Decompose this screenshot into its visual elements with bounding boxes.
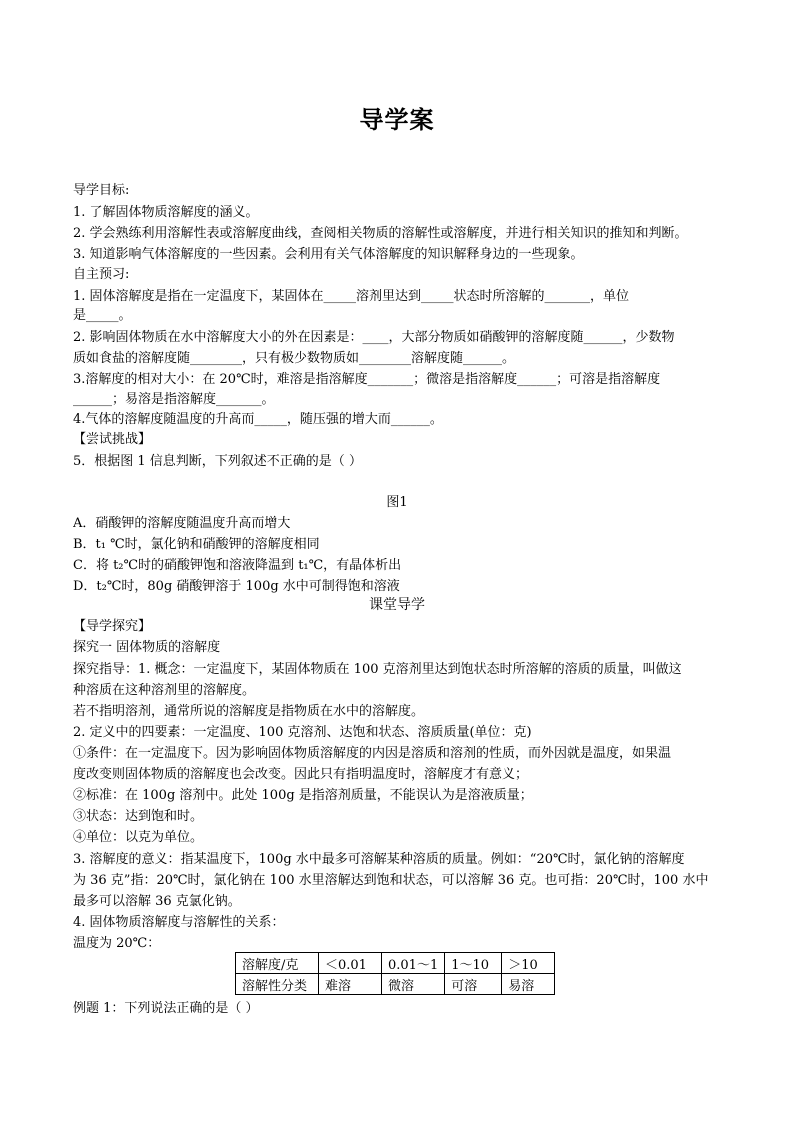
option-d: D．t₂℃时，80g 硝酸钾溶于 100g 水中可制得饱和溶液	[73, 579, 400, 594]
preview-line: ______；易溶是指溶解度_______。	[73, 392, 275, 407]
option-a: A．硝酸钾的溶解度随温度升高而增大	[73, 516, 291, 531]
preview-line: 是_____。	[73, 308, 132, 323]
table-cell: 微溶	[382, 974, 445, 995]
explore-line: 4. 固体物质溶解度与溶解性的关系：	[73, 915, 285, 930]
objective-item: 1. 了解固体物质溶解度的涵义。	[73, 205, 259, 220]
explore-line: 种溶质在这种溶剂里的溶解度。	[73, 683, 256, 698]
table-cell: 易溶	[502, 974, 555, 995]
challenge-question: 5．根据图 1 信息判断，下列叙述不正确的是（ ）	[73, 454, 362, 469]
objective-item: 3. 知道影响气体溶解度的一些因素。会利用有关气体溶解度的知识解释身边的一些现象。	[73, 247, 584, 262]
table-cell: 溶解度/克	[236, 953, 319, 974]
preview-line: 4.气体的溶解度随温度的升高而_____，随压强的增大而______。	[73, 412, 443, 427]
option-c: C．将 t₂℃时的硝酸钾饱和溶液降温到 t₁℃，有晶体析出	[73, 558, 402, 573]
explore-line: 最多可以溶解 36 克氯化钠。	[73, 894, 241, 909]
explore-line: 探究指导：1. 概念：一定温度下，某固体物质在 100 克溶剂里达到饱状态时所溶解的溶质的质量，叫做这	[73, 662, 682, 677]
preview-line: 3.溶解度的相对大小：在 20℃时，难溶是指溶解度_______；微溶是指溶解度______；可溶是指溶解度	[73, 372, 661, 387]
table-row	[236, 953, 555, 974]
preview-line: 1. 固体溶解度是指在一定温度下，某固体在_____溶剂里达到_____状态时所溶解的_______，单位	[73, 289, 630, 304]
explore-line: ①条件：在一定温度下。因为影响固体物质溶解度的内因是溶质和溶剂的性质，而外因就是温度，如果温	[73, 746, 672, 761]
explore-line: 度改变则固体物质的溶解度也会改变。因此只有指明温度时，溶解度才有意义；	[73, 767, 529, 782]
explore-line: 探究一 固体物质的溶解度	[73, 640, 221, 655]
example-question: 例题 1：下列说法正确的是（ ）	[73, 1001, 259, 1016]
explore-line: 2. 定义中的四要素：一定温度、100 克溶剂、达饱和状态、溶质质量(单位：克)	[73, 725, 532, 740]
solubility-table	[235, 952, 555, 995]
explore-line: 为 36 克”指：20℃时，氯化钠在 100 水里溶解达到饱和状态，可以溶解 36 克。也可指：20℃时，100 水中	[73, 873, 709, 888]
table-cell: 难溶	[319, 974, 382, 995]
explore-line: 若不指明溶剂，通常所说的溶解度是指物质在水中的溶解度。	[73, 704, 425, 719]
table-cell: ＜0.01	[319, 953, 382, 974]
challenge-heading: 【尝试挑战】	[73, 432, 152, 447]
preview-line: 2. 影响固体物质在水中溶解度大小的外在因素是：____，大部分物质如硝酸钾的溶解度随______，少数物	[73, 330, 675, 345]
table-cell: 1～10	[445, 953, 502, 974]
explore-line: 3. 溶解度的意义：指某温度下，100g 水中最多可溶解某种溶质的质量。例如：“20℃时，氯化钠的溶解度	[73, 852, 685, 867]
explore-line: 温度为 20℃：	[73, 936, 161, 951]
table-cell: ＞10	[502, 953, 555, 974]
preview-line: 质如食盐的溶解度随________，只有极少数物质如________溶解度随______。	[73, 351, 516, 366]
table-row	[236, 974, 555, 995]
table-cell: 溶解性分类	[236, 974, 319, 995]
explore-line: ③状态：达到饱和时。	[73, 809, 204, 824]
objective-item: 2. 学会熟练利用溶解性表或溶解度曲线，查阅相关物质的溶解性或溶解度，并进行相关知识的推知和判断。	[73, 226, 688, 241]
figure-caption: 图1	[386, 495, 408, 510]
classroom-heading: 课堂导学	[369, 597, 425, 613]
table-cell: 可溶	[445, 974, 502, 995]
explore-heading: 【导学探究】	[73, 619, 152, 634]
preview-heading: 自主预习:	[73, 267, 130, 282]
table-cell: 0.01～1	[382, 953, 445, 974]
option-b: B．t₁ ℃时，氯化钠和硝酸钾的溶解度相同	[73, 537, 320, 552]
explore-line: ②标准：在 100g 溶剂中。此处 100g 是指溶剂质量，不能误认为是溶液质量；	[73, 788, 533, 803]
explore-line: ④单位：以克为单位。	[73, 830, 204, 845]
page-title: 导学案	[359, 105, 435, 134]
objectives-heading: 导学目标:	[73, 183, 130, 198]
